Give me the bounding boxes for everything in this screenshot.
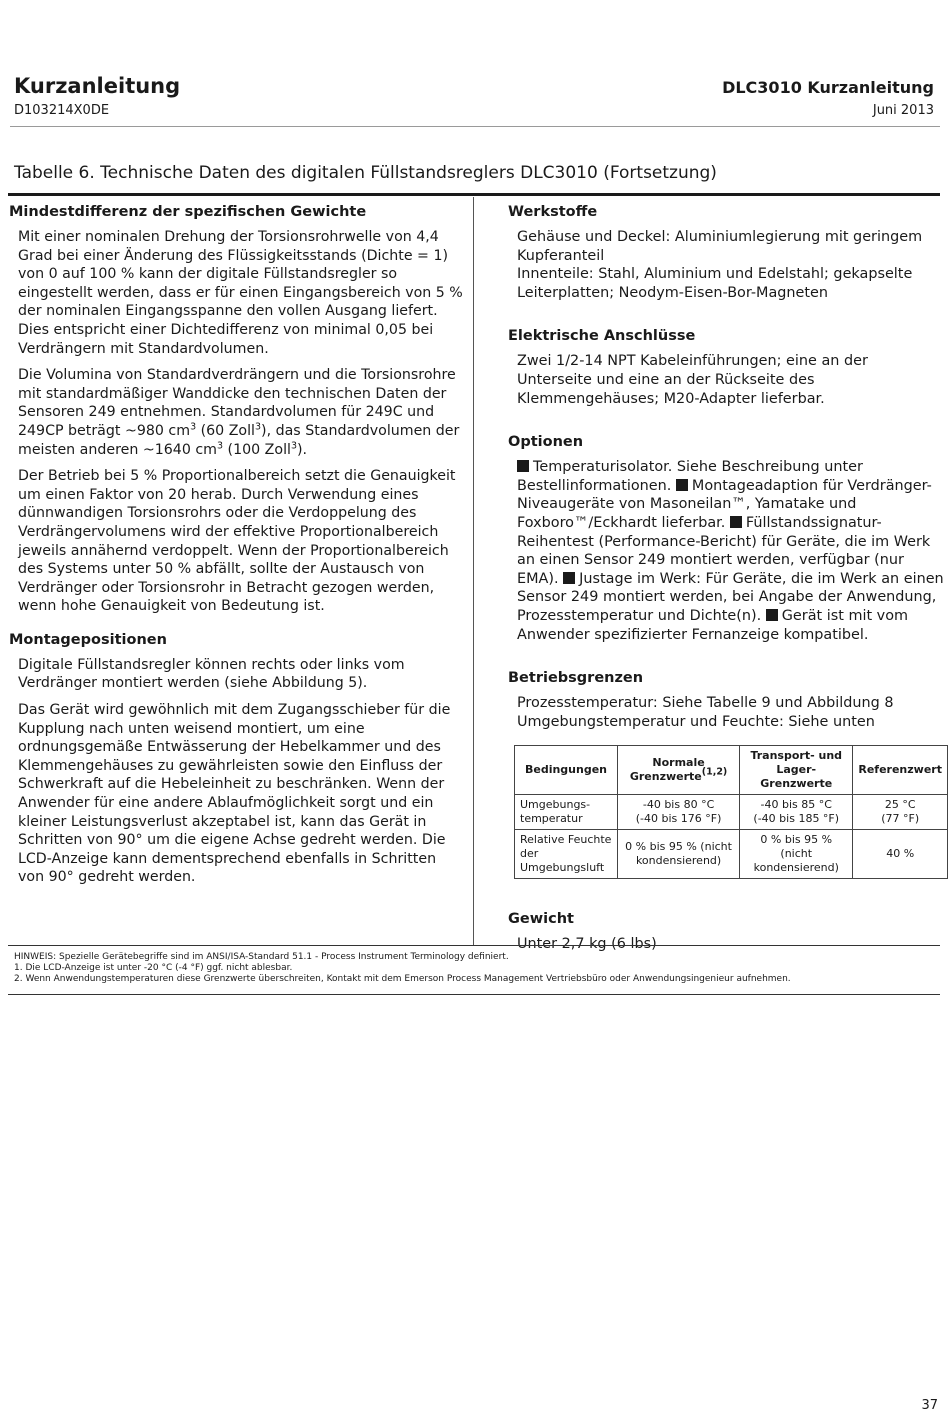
housing-label: Gehäuse und Deckel: [517, 229, 671, 245]
table-cell [740, 795, 853, 830]
footnote-2: 2. Wenn Anwendungstemperaturen diese Grenzwerte überschreiten, Kontakt mit dem Emerson Process Management Vertriebsbüro oder Anwendungsingenieur aufnehmen. [14, 974, 791, 984]
cell-line: (-40 bis 176 °F) [635, 812, 722, 826]
option-item: Füllstandssignatur-Reihentest (Performance-Bericht) für Geräte, die im Werk an einen Sensor 249 montiert werden, verfügbar (nur EMA). [517, 514, 931, 587]
bullet-square-icon [766, 609, 778, 621]
cell-line: 25 °C [884, 798, 916, 812]
paragraph-mounting-side: Digitale Füllstandsregler können rechts oder links vom Verdränger montiert werden (siehe Abbildung 5). [18, 656, 405, 692]
materials-housing [508, 228, 944, 265]
bullet-square-icon [563, 572, 575, 584]
superscript: 3 [190, 421, 197, 433]
superscript: 3 [290, 439, 297, 451]
table-cell: 0 % bis 95 % (nicht kondensierend) [618, 830, 740, 879]
table-title: Tabelle 6. Technische Daten des digitalen Füllstandsreglers DLC3010 (Fortsetzung) [14, 163, 717, 183]
table-cell: Relative Feuchte der Umgebungsluft [515, 830, 618, 879]
cell-line: -40 bis 80 °C [642, 798, 715, 812]
text-span: Die Volumina von Standardverdrängern und die Torsionsrohre mit standardmäßiger Wanddicke den technischen Daten der Sensoren 249 entnehmen. Standardvolumen für 249C und 249CP beträgt ~980 cm [18, 367, 456, 439]
footnotes [14, 952, 791, 985]
header-title: Kurzanleitung [14, 74, 181, 98]
header-divider [10, 126, 940, 127]
table-cell: 40 % [853, 830, 948, 879]
ambient-temperature-label: Umgebungstemperatur und Feuchte: [517, 713, 784, 730]
bullet-square-icon [517, 460, 529, 472]
cell-line: -40 bis 85 °C [760, 798, 832, 812]
section-heading-options: Optionen [508, 434, 584, 451]
header-normal-limits [618, 746, 740, 795]
footnote-1: 1. Die LCD-Anzeige ist unter -20 °C (-4 °F) ggf. nicht ablesbar. [14, 963, 293, 973]
paragraph-volumes [9, 366, 464, 459]
internal-value: Stahl, Aluminium und Edelstahl; gekapselte Leiterplatten; Neodym-Eisen-Bor-Magneten [517, 266, 913, 301]
paragraph-proportional-band: Der Betrieb bei 5 % Proportionalbereich setzt die Genauigkeit um einen Faktor von 20 herab. Durch Verwendung eines dünnwandigen Torsionsrohrs oder die Verdoppelung des Verdrängervolumens wird der effektive Proportionalbereich jeweils annähernd verdoppelt. Wenn der Proportionalbereich des Systems unter 50 % abfällt, sollte der Austausch von Verdränger oder Torsionsrohr in Betracht gezogen werden, wenn hohe Genauigkeit von Bedeutung ist. [18, 468, 456, 615]
weight-text: Unter 2,7 kg (6 lbs) [517, 936, 657, 953]
option-item: Gerät ist mit vom Anwender spezifizierter Fernanzeige kompatibel. [517, 607, 909, 643]
bullet-square-icon [676, 479, 688, 491]
left-column [9, 198, 464, 895]
right-column [508, 198, 944, 962]
option-item: Montageadaption für Verdränger-Niveaugeräte von Masoneilan™, Yamatake und Foxboro™/Eckhardt lieferbar. [517, 477, 932, 531]
superscript: 3 [216, 439, 224, 451]
process-temperature-label: Prozesstemperatur: [517, 695, 658, 712]
process-temperature [508, 694, 944, 713]
ambient-temperature [508, 713, 944, 732]
paragraph-rotation: Mit einer nominalen Drehung der Torsionsrohrwelle von 4,4 Grad bei einer Änderung des Flüssigkeitsstands (Dichte = 1) von 0 auf 100 % kann der digitale Füllstandsregler so eingestellt werden, dass er für einen Eingangsbereich von 5 % der nominalen Eingangsspanne den vollen Ausgang liefert. Dies entspricht einer Dichtedifferenz von minimal 0,05 bei Verdrängern mit Standardvolumen. [18, 229, 463, 357]
section-heading-weight: Gewicht [508, 911, 574, 928]
superscript: (1,2) [701, 766, 728, 778]
option-item: Temperaturisolator. Siehe Beschreibung unter Bestellinformationen. [517, 459, 863, 494]
option-item: Justage im Werk: Für Geräte, die im Werk an einen Sensor 249 montiert werden, bei Angabe der Anwendung, Prozesstemperatur und Dichte(n). [517, 570, 944, 624]
cell-line: (-40 bis 185 °F) [753, 812, 840, 826]
internal-label: Innenteile: [517, 266, 594, 283]
text-span: (60 Zoll [196, 422, 255, 439]
footnote-hinweis: HINWEIS: Spezielle Gerätebegriffe sind im ANSI/ISA-Standard 51.1 - Process Instrument Terminology definiert. [14, 952, 509, 962]
table-title-rule [8, 193, 940, 196]
text-span: ). [297, 441, 308, 458]
document-code: D103214X0DE [14, 103, 110, 118]
table-cell [618, 795, 740, 830]
header-product-title: DLC3010 Kurzanleitung [722, 78, 934, 97]
table-header-row [515, 746, 948, 795]
header-date: Juni 2013 [872, 103, 934, 118]
table-row [515, 795, 948, 830]
table-cell: Umgebungs-temperatur [515, 795, 618, 830]
process-temperature-value: Siehe Tabelle 9 und Abbildung 8 [657, 695, 894, 712]
section-heading-electrical: Elektrische Anschlüsse [508, 328, 696, 345]
cell-line: (77 °F) [881, 812, 920, 826]
header-reference: Referenzwert [853, 746, 948, 795]
operating-limits-table [514, 745, 948, 879]
section-heading-materials: Werkstoffe [508, 204, 598, 220]
section-heading-operating-limits: Betriebsgrenzen [508, 670, 644, 687]
header-conditions: Bedingungen [515, 746, 618, 795]
table-bottom-rule [8, 945, 940, 946]
header-transport-limits: Transport- und Lager-Grenzwerte [740, 746, 853, 795]
table-cell [853, 795, 948, 830]
materials-internal [508, 265, 944, 302]
section-heading-mounting: Montagepositionen [9, 631, 167, 648]
table-row [515, 830, 948, 879]
header-text: Normale Grenzwerte [629, 756, 705, 784]
options-text [508, 458, 944, 644]
page-number: 37 [921, 1398, 938, 1413]
ambient-temperature-value: Siehe unten [783, 713, 875, 730]
housing-value: Aluminiumlegierung mit geringem Kupferanteil [517, 229, 923, 264]
superscript: 3 [255, 421, 262, 433]
column-divider [473, 197, 474, 945]
text-span: (100 Zoll [223, 441, 291, 458]
section-heading-specific-gravity: Mindestdifferenz der spezifischen Gewichte [9, 204, 367, 220]
paragraph-mounting-orientation: Das Gerät wird gewöhnlich mit dem Zugangsschieber für die Kupplung nach unten weisend montiert, um eine ordnungsgemäße Entwässerung der Hebelkammer und des Klemmengehäuses zu gewährleisten sowie den Einfluss der Schwerkraft auf die Hebeleinheit zu beschränken. Wenn der Anwender für eine andere Ablaufmöglichkeit sorgt und ein kleiner Leistungsverlust akzeptabel ist, kann das Gerät in Schritten von 90° um die eigene Achse gedreht werden. Die LCD-Anzeige kann dementsprechend ebenfalls in Schritten von 90° gedreht werden. [18, 702, 451, 886]
electrical-connections-text: Zwei 1/2-14 NPT Kabeleinführungen; eine an der Unterseite und eine an der Rückseite des Klemmengehäuses; M20-Adapter lieferbar. [517, 353, 868, 407]
text-span: ), das Standardvolumen der meisten anderen ~1640 cm [18, 422, 460, 458]
table-cell: 0 % bis 95 % (nicht kondensierend) [740, 830, 853, 879]
bullet-square-icon [730, 516, 742, 528]
footnote-rule [8, 994, 940, 995]
